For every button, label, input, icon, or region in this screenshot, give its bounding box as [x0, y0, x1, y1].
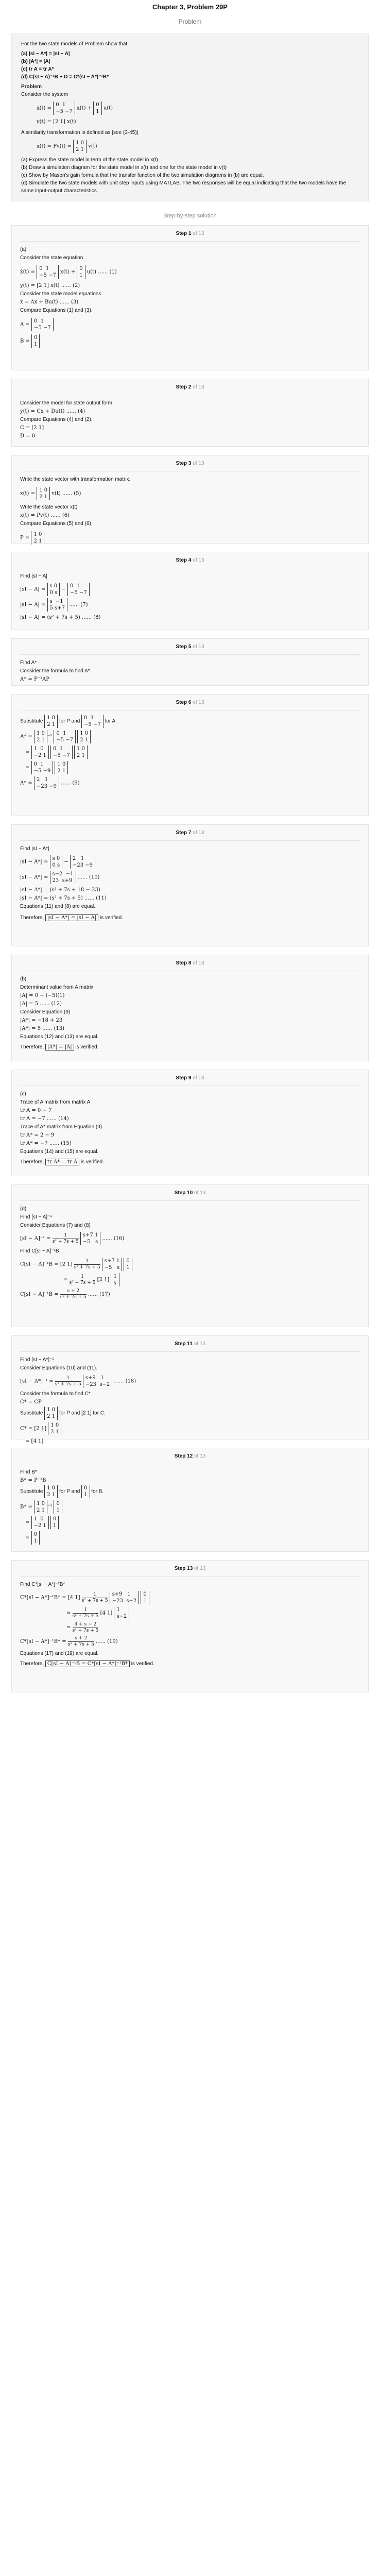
s13-l2: = $\frac{1}{\text{s² + 7s + 5}} [4$ 1] 1 s−2	[66, 1606, 360, 1620]
s2-eq4: y(t) = Cx + Du(t) ...... (4)	[20, 409, 85, 414]
s5-text-a: Find A*	[20, 660, 37, 666]
s10-l3: = $\frac{1}{\text{s² + 7s + 5}} [2$ 1] 1 s	[58, 1273, 360, 1286]
s8-l2: |A| = 5 ...... (12)	[20, 1001, 62, 1007]
part-d: (d) Simulate the two state models with unit step inputs using MATLAB. The two responses will be equal indicating that the two models have the same input-output characteristics.	[21, 180, 347, 194]
s8-l1: |A| = 0 − (−5)(1)	[20, 993, 65, 998]
s13-l1: C*[sI − A*]⁻¹B* = [4 1] $\frac{1}{\text{s² + 7s + 5}}$ s+9 1 −23 s−2 0 1	[20, 1591, 360, 1604]
step-11-title: Step 11 of 13	[20, 1340, 360, 1352]
system-equation: ẋ(t) = 0 1 −5 −7 x(t) + 0 1 u(t)	[37, 102, 113, 114]
similarity-text: A similarity transformation is defined as [see (3-45)]	[21, 130, 139, 135]
s2-text-b: Compare Equations (4) and (2).	[20, 417, 93, 422]
step-2-title: Step 2 of 13	[20, 383, 360, 395]
s5-formula: A* = P⁻¹AP	[20, 676, 49, 682]
s11-l2: C* = [2 1] 1 0 2 1	[20, 1422, 360, 1435]
s3-text-a: Write the state vector with transformation matrix.	[20, 477, 131, 482]
s12-l3: = 0 1	[20, 1531, 360, 1545]
step-2	[11, 379, 369, 447]
s9-part: (c)	[20, 1091, 26, 1097]
s13-l3: = $\frac{4 + s - 2}{\text{s² + 7s + 5}}$	[66, 1622, 99, 1633]
s12-l2: = 1 0 −2 1 0 1	[20, 1516, 360, 1529]
s11-text-a: Find [sI − A*]⁻¹	[20, 1357, 54, 1363]
similarity-equation: x(t) = Pv(t) = 1 0 2 1 v(t)	[37, 140, 97, 152]
step-7-title: Step 7 of 13	[20, 829, 360, 841]
step-7	[11, 824, 369, 946]
s7-conclusion: Therefore, |sI − A*| = |sI − A| is verified.	[20, 915, 124, 921]
step-5-title: Step 5 of 13	[20, 643, 360, 655]
s3-eq6: x(t) = Pv(t) ...... (6)	[20, 513, 70, 518]
s2-D: D = 0	[20, 433, 36, 439]
s1-eq1: ẋ(t) = 0 1 −5 −7 x(t) + 0 1 u(t) ...... (1)	[20, 266, 117, 278]
step-3	[11, 455, 369, 544]
s13-text-b: Equations (17) and (19) are equal.	[20, 1651, 99, 1656]
s12-l1: B* = 1 0 2 1 ⁻¹ 0 1	[20, 1500, 360, 1514]
s6-l1: A* = 1 0 2 1 ⁻¹ 0 1 −5 −7 1 0 2 1	[20, 730, 360, 743]
s1-A: A = 0 1 −5 −7	[20, 318, 360, 331]
s1-eq3: ẋ = Ax + Bu(t) ...... (3)	[20, 299, 79, 305]
step-11	[11, 1335, 369, 1444]
s6-l4: A* = 2 1 −23 −9 ...... (9)	[20, 777, 80, 789]
s9-text-b: Trace of A* matrix from Equation (9).	[20, 1124, 103, 1130]
problem-header: Problem	[21, 84, 42, 90]
step-4-title: Step 4 of 13	[20, 556, 360, 568]
step-1-title: Step 1 of 13	[20, 230, 360, 242]
s9-conclusion: Therefore, tr A* = tr A is verified.	[20, 1159, 104, 1165]
s10-part: (d)	[20, 1206, 27, 1212]
step-3-title: Step 3 of 13	[20, 460, 360, 471]
s12-formula: B* = P⁻¹B	[20, 1478, 46, 1483]
s4-eq8: |sI − A| = (s² + 7s + 5) ...... (8)	[20, 615, 101, 620]
s10-l1: [sI − A]⁻¹ = $\frac{1}{\text{s² + 7s + 5}}$ s+7 1 −5 s ...... (16)	[20, 1232, 125, 1245]
s1-text-c: Compare Equations (1) and (3).	[20, 308, 93, 313]
problem-label: Problem	[178, 18, 202, 25]
step-6-title: Step 6 of 13	[20, 699, 360, 710]
step-12	[11, 1448, 369, 1552]
s11-sub: Substitute 1 0 2 1 for P and [2 1] for C.	[20, 1407, 106, 1419]
s9-text-c: Equations (14) and (15) are equal.	[20, 1149, 99, 1155]
step-6	[11, 694, 369, 816]
s9-l2: tr A = −7 ...... (14)	[20, 1116, 69, 1122]
problem-items	[21, 50, 359, 81]
s10-text-c: Find C[sI − A]⁻¹B	[20, 1248, 59, 1254]
step-by-step-title: Step-by-step solution	[163, 213, 217, 219]
s8-text-a: Determinant value from A matrix	[20, 985, 94, 990]
s8-conclusion: Therefore, |A*| = |A| is verified.	[20, 1044, 99, 1050]
steps-list	[11, 225, 369, 1692]
s10-l2: C[sI − A]⁻¹B = [2 1] $\frac{1}{\text{s² + 7s + 5}}$ s+7 1 −5 s 0 1	[20, 1258, 360, 1271]
step-12-title: Step 12 of 13	[20, 1452, 360, 1464]
s8-part: (b)	[20, 976, 27, 982]
s13-conclusion: Therefore, C[sI − A]⁻¹B = C*[sI − A*]⁻¹B* is verified.	[20, 1661, 154, 1667]
s10-text-b: Consider Equations (7) and (8)	[20, 1223, 91, 1228]
problem-box	[11, 33, 369, 201]
item-b: (b) |A*| = |A|	[21, 59, 50, 64]
s7-l1: |sI − A*| = (s² + 7s + 18 − 23)	[20, 887, 100, 893]
item-c: (c) tr A = tr A*	[21, 66, 54, 72]
s3-text-b: Write the state vector x(t)	[20, 504, 78, 510]
s7-l0: |sI − A*| = s 0 0 s − 2 1 −23 −9	[20, 855, 360, 869]
problem-intro: For the two state models of Problem show that:	[21, 41, 129, 47]
s1-eq2: y(t) = [2 1] x(t) ...... (2)	[20, 283, 80, 289]
step-1	[11, 225, 369, 370]
s11-text-c: Consider the formula to find C*	[20, 1391, 91, 1397]
step-13-title: Step 13 of 13	[20, 1565, 360, 1577]
step-8	[11, 955, 369, 1061]
s6-l3: = 0 1 −5 −9 1 0 2 1	[20, 761, 360, 774]
s3-P: P = 1 0 2 1	[20, 531, 360, 545]
s2-text-a: Consider the model for state output form	[20, 400, 112, 406]
s4-text-a: Find |sI − A|	[20, 573, 47, 579]
s7-text-a: Find |sI − A*|	[20, 846, 49, 852]
s8-l3: |A*| = −18 + 23	[20, 1018, 63, 1023]
step-5	[11, 638, 369, 686]
output-equation: y(t) = [2 1] x(t)	[37, 119, 76, 125]
s13-l4: C*[sI − A*]⁻¹B* = $\frac{s + 2}{\text{s² + 7s + 5}}$ ...... (19)	[20, 1636, 118, 1647]
part-b: (b) Draw a simulation diagram for the state model in x(t) and one for the state model in v(t)	[21, 165, 227, 171]
s3-eq5: x(t) = 1 0 2 1 v(t) ...... (5)	[20, 487, 81, 500]
step-4	[11, 552, 369, 630]
s9-text-a: Trace of A matrix from matrix A	[20, 1099, 91, 1105]
s3-text-c: Compare Equations (5) and (6).	[20, 521, 93, 527]
s7-text-b: Equations (11) and (8) are equal.	[20, 904, 96, 909]
s11-text-b: Consider Equations (10) and (11).	[20, 1365, 97, 1371]
s8-text-c: Equations (12) and (13) are equal.	[20, 1034, 99, 1040]
part-a: (a) Express the state model in term of the state model in x(t)	[21, 157, 158, 163]
s6-l2: = 1 0 −2 1 0 1 −5 −7 1 0 2 1	[20, 745, 360, 759]
s9-l1: tr A = 0 − 7	[20, 1108, 52, 1113]
s4-l1: |sI − A| = s 0 0 s − 0 1 −5 −7	[20, 583, 360, 596]
chapter-title: Chapter 3, Problem 29P	[152, 3, 228, 11]
step-9	[11, 1070, 369, 1176]
s12-sub: Substitute 1 0 2 1 for P and 0 1 for B.	[20, 1485, 104, 1498]
s1-text-a: Consider the state equation.	[20, 255, 85, 261]
s4-l2: |sI − A| = s −1 5 s+7 ...... (7)	[20, 599, 88, 611]
s13-text-a: Find C*[sI − A*]⁻¹B*	[20, 1582, 65, 1587]
s9-l4: tr A* = −7 ...... (15)	[20, 1141, 72, 1146]
s7-l2: |sI − A*| = (s² + 7s + 5) ...... (11)	[20, 895, 107, 901]
step-13	[11, 1560, 369, 1692]
s7-l1b: |sI − A*| = s−2 −1 23 s+9 ...... (10)	[20, 871, 100, 884]
s8-l4: |A*| = 5 ...... (13)	[20, 1026, 65, 1031]
s12-text-a: Find B*	[20, 1469, 37, 1475]
s6-sub: Substitute 1 0 2 1 for P and 0 1 −5 −7 for A	[20, 715, 116, 727]
consider-system: Consider the system	[21, 92, 68, 97]
s1-B: B = 0 1	[20, 334, 360, 348]
step-10	[11, 1184, 369, 1327]
s1-part: (a)	[20, 247, 27, 252]
step-10-title: Step 10 of 13	[20, 1189, 360, 1201]
part-c: (c) Show by Mason's gain formula that the transfer function of the two simulation diagrams in (b) are equal.	[21, 173, 264, 178]
item-d: (d) C(sI − A)⁻¹B + D = C*(sI − A*)⁻¹B*	[21, 74, 109, 80]
item-a: (a) |sI − A*| = |sI − A|	[21, 51, 70, 57]
s9-l3: tr A* = 2 − 9	[20, 1132, 55, 1138]
step-9-title: Step 9 of 13	[20, 1074, 360, 1086]
s2-C: C = [2 1]	[20, 425, 44, 431]
s10-l4: C[sI − A]⁻¹B = $\frac{s + 2}{\text{s² + 7s + 5}}$ ...... (17)	[20, 1289, 110, 1300]
s11-l3: = [4 1]	[25, 1438, 44, 1444]
s1-text-b: Consider the state model equations.	[20, 291, 103, 297]
s11-formula: C* = CP	[20, 1399, 42, 1405]
s5-text-b: Consider the formula to find A*	[20, 668, 90, 674]
s11-l1: [sI − A*]⁻¹ = $\frac{1}{\text{s² + 7s + 5}}$ s+9 1 −23 s−2 ...... (18)	[20, 1375, 136, 1387]
step-8-title: Step 8 of 13	[20, 959, 360, 971]
s8-text-b: Consider Equation (9)	[20, 1009, 71, 1015]
s10-text-a: Find [sI − A]⁻¹	[20, 1214, 52, 1220]
